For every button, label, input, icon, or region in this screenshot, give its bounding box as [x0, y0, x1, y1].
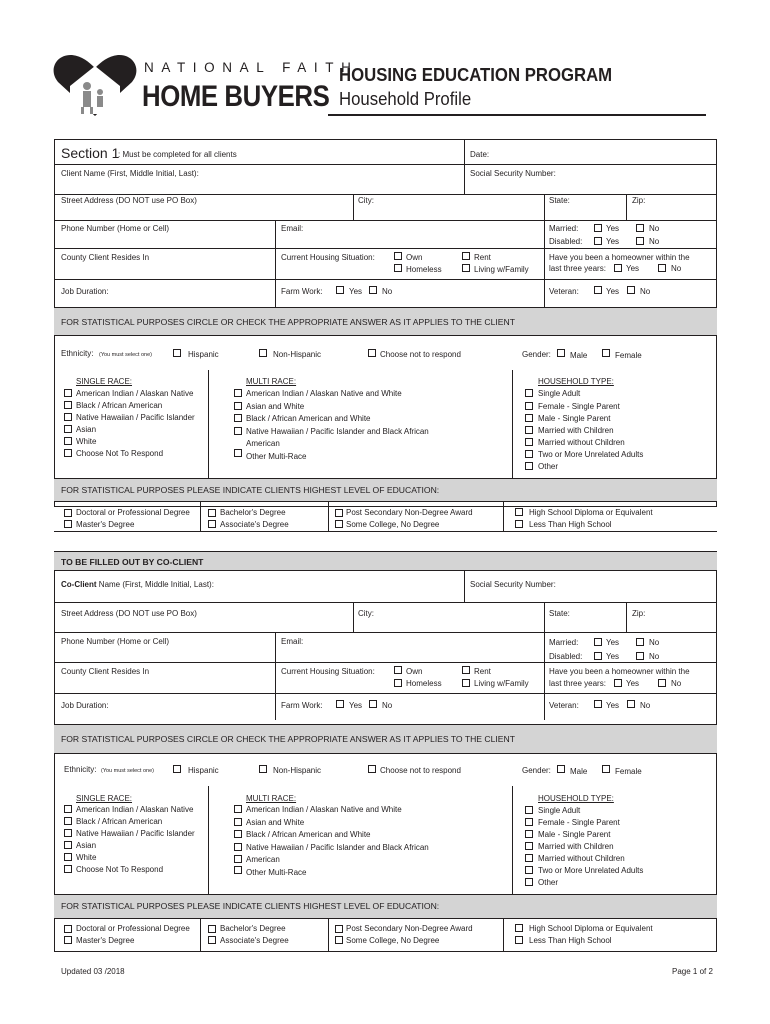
household-option: Other	[538, 462, 559, 471]
co-veteran-no-checkbox[interactable]	[627, 700, 635, 708]
non-hispanic-checkbox[interactable]	[259, 349, 267, 357]
divider	[54, 662, 717, 663]
divider	[353, 602, 354, 632]
co-housing-family-checkbox[interactable]	[462, 679, 470, 687]
co-veteran-label: Veteran:	[549, 701, 579, 710]
job-duration-field[interactable]: Job Duration:	[61, 287, 109, 296]
single-race-option: Choose Not To Respond	[76, 449, 164, 458]
divider	[54, 693, 717, 694]
divider	[275, 632, 276, 720]
veteran-label: Veteran:	[549, 287, 579, 296]
male-checkbox[interactable]	[557, 349, 565, 357]
co-multi-race-checkbox[interactable]	[234, 843, 242, 851]
disabled-no-checkbox[interactable]	[636, 237, 644, 245]
divider	[512, 370, 513, 478]
hispanic-label: Hispanic	[188, 350, 219, 359]
divider	[503, 502, 504, 531]
street-field[interactable]: Street Address (DO NOT use PO Box)	[61, 196, 197, 205]
household-checkbox[interactable]	[525, 462, 533, 470]
housing-homeless-checkbox[interactable]	[394, 264, 402, 272]
co-household-checkbox[interactable]	[525, 866, 533, 874]
co-single-race-checkbox[interactable]	[64, 829, 72, 837]
divider	[54, 220, 717, 221]
co-housing-rent-label: Rent	[474, 667, 491, 676]
household-checkbox[interactable]	[525, 402, 533, 410]
education-option: Associate's Degree	[220, 520, 289, 529]
married-no-checkbox[interactable]	[636, 224, 644, 232]
co-multi-race-option: Asian and White	[246, 818, 305, 827]
household-checkbox[interactable]	[525, 414, 533, 422]
co-farm-work-label: Farm Work:	[281, 701, 323, 710]
single-race-title: SINGLE RACE:	[76, 377, 133, 386]
divider	[200, 502, 201, 531]
divider	[54, 602, 717, 603]
household-checkbox[interactable]	[525, 389, 533, 397]
household-option: Married without Children	[538, 438, 625, 447]
single-race-option: American Indian / Alaskan Native	[76, 389, 194, 398]
co-phone-field[interactable]: Phone Number (Home or Cell)	[61, 637, 170, 646]
education-checkbox[interactable]	[208, 509, 216, 517]
education-option: Post Secondary Non-Degree Award	[346, 508, 473, 517]
co-education-checkbox[interactable]	[335, 925, 343, 933]
multi-race-checkbox[interactable]	[234, 389, 242, 397]
co-education-option: Post Secondary Non-Degree Award	[346, 924, 473, 933]
multi-race-option: Other Multi-Race	[246, 452, 307, 461]
co-city-field[interactable]: City:	[358, 609, 374, 618]
education-option: Master's Degree	[76, 520, 135, 529]
household-option: Single Adult	[538, 389, 581, 398]
education-checkbox[interactable]	[515, 520, 523, 528]
co-street-field[interactable]: Street Address (DO NOT use PO Box)	[61, 609, 197, 618]
co-veteran-no-label: No	[640, 701, 651, 710]
co-stats-band-title: FOR STATISTICAL PURPOSES CIRCLE OR CHECK THE APPROPRIATE ANSWER AS IT APPLIES TO THE CLIENT	[61, 734, 515, 744]
client-name-field[interactable]: Client Name (First, Middle Initial, Last):	[61, 169, 199, 178]
zip-field[interactable]: Zip:	[632, 196, 646, 205]
co-household-option: Single Adult	[538, 806, 581, 815]
co-multi-race-option-continued: American	[246, 855, 280, 864]
non-hispanic-label: Non-Hispanic	[273, 350, 322, 359]
co-homeowner-no-label: No	[671, 679, 682, 688]
farm-no-checkbox[interactable]	[369, 286, 377, 294]
co-education-option: High School Diploma or Equivalent	[529, 924, 653, 933]
logo-house-heart-icon	[52, 52, 138, 120]
co-disabled-no-checkbox[interactable]	[636, 652, 644, 660]
divider	[200, 919, 201, 952]
veteran-yes-label: Yes	[606, 287, 620, 296]
veteran-no-label: No	[640, 287, 651, 296]
disabled-no-label: No	[649, 237, 660, 246]
multi-race-option: American Indian / Alaskan Native and White	[246, 389, 402, 398]
ethnicity-note: (You must select one)	[99, 352, 152, 358]
multi-race-option: Native Hawaiian / Pacific Islander and Black African	[246, 427, 429, 436]
co-education-option: Bachelor's Degree	[220, 924, 286, 933]
co-education-band-title: FOR STATISTICAL PURPOSES PLEASE INDICATE CLIENTS HIGHEST LEVEL OF EDUCATION:	[61, 901, 440, 911]
divider	[626, 194, 627, 220]
housing-label: Current Housing Situation:	[281, 253, 375, 262]
divider	[328, 502, 329, 531]
co-household-option: Female - Single Parent	[538, 818, 620, 827]
co-male-checkbox[interactable]	[557, 765, 565, 773]
divider	[503, 919, 504, 952]
co-education-checkbox[interactable]	[208, 925, 216, 933]
single-race-checkbox[interactable]	[64, 437, 72, 445]
housing-rent-checkbox[interactable]	[462, 252, 470, 260]
education-option: Doctoral or Professional Degree	[76, 508, 190, 517]
education-checkbox[interactable]	[335, 520, 343, 528]
co-veteran-yes-checkbox[interactable]	[594, 700, 602, 708]
co-county-field[interactable]: County Client Resides In	[61, 667, 150, 676]
farm-yes-label: Yes	[349, 287, 363, 296]
hispanic-checkbox[interactable]	[173, 349, 181, 357]
education-option: Less Than High School	[529, 520, 612, 529]
single-race-option: White	[76, 437, 97, 446]
co-single-race-option: Choose Not To Respond	[76, 865, 164, 874]
single-race-option: Asian	[76, 425, 97, 434]
form-subtitle: Household Profile	[339, 89, 472, 109]
household-option: Female - Single Parent	[538, 402, 620, 411]
county-field[interactable]: County Client Resides In	[61, 253, 150, 262]
divider	[54, 248, 717, 249]
co-single-race-option: American Indian / Alaskan Native	[76, 805, 194, 814]
co-household-option: Married without Children	[538, 854, 625, 863]
co-disabled-yes-label: Yes	[606, 652, 620, 661]
divider	[464, 139, 465, 195]
homeowner-question-line1: Have you been a homeowner within the	[549, 253, 690, 262]
homeowner-no-label: No	[671, 264, 682, 273]
divider	[512, 786, 513, 894]
divider	[54, 164, 717, 165]
married-label: Married:	[549, 224, 579, 233]
multi-race-checkbox[interactable]	[234, 414, 242, 422]
co-ethnicity-label: Ethnicity:	[64, 765, 97, 774]
homeowner-yes-checkbox[interactable]	[614, 264, 622, 272]
co-multi-race-checkbox[interactable]	[234, 855, 242, 863]
page-number: Page 1 of 2	[672, 967, 713, 976]
co-education-option: Doctoral or Professional Degree	[76, 924, 190, 933]
co-married-label: Married:	[549, 638, 579, 647]
co-client-name-bold: Co-Client	[61, 580, 97, 589]
co-single-race-option: White	[76, 853, 97, 862]
co-ethnicity-no-response-checkbox[interactable]	[368, 765, 376, 773]
ethnicity-no-response-checkbox[interactable]	[368, 349, 376, 357]
farm-work-label: Farm Work:	[281, 287, 323, 296]
co-zip-field[interactable]: Zip:	[632, 609, 646, 618]
co-single-race-checkbox[interactable]	[64, 865, 72, 873]
divider	[275, 220, 276, 307]
co-married-no-label: No	[649, 638, 660, 647]
co-single-race-checkbox[interactable]	[64, 805, 72, 813]
co-single-race-checkbox[interactable]	[64, 841, 72, 849]
farm-yes-checkbox[interactable]	[336, 286, 344, 294]
co-farm-yes-label: Yes	[349, 701, 363, 710]
co-multi-race-checkbox[interactable]	[234, 830, 242, 838]
education-band-title: FOR STATISTICAL PURPOSES PLEASE INDICATE CLIENTS HIGHEST LEVEL OF EDUCATION:	[61, 485, 440, 495]
homeowner-question-line2: last three years:	[549, 264, 606, 273]
multi-race-option: Asian and White	[246, 402, 305, 411]
divider	[54, 632, 717, 633]
household-option: Male - Single Parent	[538, 414, 611, 423]
co-single-race-option: Asian	[76, 841, 97, 850]
education-checkbox[interactable]	[64, 520, 72, 528]
co-homeowner-yes-label: Yes	[626, 679, 640, 688]
disabled-label: Disabled:	[549, 237, 583, 246]
education-checkbox[interactable]	[64, 509, 72, 517]
section-1-note: : Must be completed for all clients	[118, 150, 237, 159]
co-gender-label: Gender:	[522, 766, 551, 775]
household-option: Two or More Unrelated Adults	[538, 450, 644, 459]
co-household-checkbox[interactable]	[525, 878, 533, 886]
co-education-option: Associate's Degree	[220, 936, 289, 945]
single-race-checkbox[interactable]	[64, 401, 72, 409]
co-single-race-checkbox[interactable]	[64, 853, 72, 861]
co-married-yes-checkbox[interactable]	[594, 638, 602, 646]
co-veteran-yes-label: Yes	[606, 701, 620, 710]
co-non-hispanic-label: Non-Hispanic	[273, 766, 322, 775]
education-option: Some College, No Degree	[346, 520, 440, 529]
housing-family-label: Living w/Family	[474, 265, 529, 274]
co-household-option: Other	[538, 878, 559, 887]
co-housing-family-label: Living w/Family	[474, 679, 529, 688]
co-education-option: Some College, No Degree	[346, 936, 440, 945]
section-1-label: Section 1	[61, 145, 120, 161]
single-race-checkbox[interactable]	[64, 425, 72, 433]
education-checkbox[interactable]	[208, 520, 216, 528]
co-homeowner-yes-checkbox[interactable]	[614, 679, 622, 687]
multi-race-checkbox[interactable]	[234, 427, 242, 435]
co-disabled-yes-checkbox[interactable]	[594, 652, 602, 660]
household-checkbox[interactable]	[525, 426, 533, 434]
co-disabled-label: Disabled:	[549, 652, 583, 661]
co-homeowner-no-checkbox[interactable]	[658, 679, 666, 687]
multi-race-checkbox[interactable]	[234, 449, 242, 457]
co-homeowner-question-line1: Have you been a homeowner within the	[549, 667, 690, 676]
co-education-checkbox[interactable]	[208, 936, 216, 944]
multi-race-option: Black / African American and White	[246, 414, 371, 423]
date-label: Date:	[470, 150, 490, 159]
single-race-checkbox[interactable]	[64, 449, 72, 457]
co-multi-race-option: Black / African American and White	[246, 830, 371, 839]
co-state-field[interactable]: State:	[549, 609, 570, 618]
email-field[interactable]: Email:	[281, 224, 304, 233]
homeowner-yes-label: Yes	[626, 264, 640, 273]
co-client-title: TO BE FILLED OUT BY CO-CLIENT	[61, 557, 204, 567]
education-checkbox[interactable]	[335, 509, 343, 517]
housing-family-checkbox[interactable]	[462, 264, 470, 272]
divider	[544, 602, 545, 720]
divider	[353, 194, 354, 220]
female-label: Female	[615, 351, 642, 360]
education-checkbox[interactable]	[515, 508, 523, 516]
divider	[54, 279, 717, 280]
single-race-option: Native Hawaiian / Pacific Islander	[76, 413, 195, 422]
co-housing-homeless-checkbox[interactable]	[394, 679, 402, 687]
city-field[interactable]: City:	[358, 196, 374, 205]
logo-line-1: NATIONAL FAITH	[144, 60, 359, 75]
co-education-checkbox[interactable]	[515, 936, 523, 944]
divider	[464, 571, 465, 602]
co-non-hispanic-checkbox[interactable]	[259, 765, 267, 773]
co-household-checkbox[interactable]	[525, 818, 533, 826]
co-single-race-option: Native Hawaiian / Pacific Islander	[76, 829, 195, 838]
updated-date: Updated 03 /2018	[61, 967, 125, 976]
divider	[54, 194, 717, 195]
co-housing-rent-checkbox[interactable]	[462, 666, 470, 674]
co-education-option: Less Than High School	[529, 936, 612, 945]
education-option: Bachelor's Degree	[220, 508, 286, 517]
co-female-label: Female	[615, 767, 642, 776]
ethnicity-no-response-label: Choose not to respond	[380, 350, 461, 359]
divider	[544, 194, 545, 307]
co-education-checkbox[interactable]	[515, 924, 523, 932]
stats-band-title: FOR STATISTICAL PURPOSES CIRCLE OR CHECK THE APPROPRIATE ANSWER AS IT APPLIES TO THE CLIENT	[61, 317, 515, 327]
married-yes-label: Yes	[606, 224, 620, 233]
co-farm-yes-checkbox[interactable]	[336, 700, 344, 708]
co-housing-own-checkbox[interactable]	[394, 666, 402, 674]
gender-label: Gender:	[522, 350, 551, 359]
co-single-race-option: Black / African American	[76, 817, 163, 826]
housing-own-checkbox[interactable]	[394, 252, 402, 260]
disabled-yes-checkbox[interactable]	[594, 237, 602, 245]
header-underline	[328, 114, 706, 116]
household-checkbox[interactable]	[525, 450, 533, 458]
divider	[328, 919, 329, 952]
co-multi-race-option: Native Hawaiian / Pacific Islander and Black African	[246, 843, 429, 852]
co-household-checkbox[interactable]	[525, 806, 533, 814]
co-household-type-title: HOUSEHOLD TYPE:	[538, 794, 614, 803]
divider	[54, 531, 717, 532]
co-household-option: Two or More Unrelated Adults	[538, 866, 644, 875]
program-title: HOUSING EDUCATION PROGRAM	[339, 65, 613, 85]
co-education-option: Master's Degree	[76, 936, 135, 945]
co-married-no-checkbox[interactable]	[636, 638, 644, 646]
logo-line-2: HOME BUYERS	[142, 80, 330, 113]
co-household-option: Married with Children	[538, 842, 614, 851]
co-housing-homeless-label: Homeless	[406, 679, 442, 688]
co-household-checkbox[interactable]	[525, 830, 533, 838]
co-hispanic-checkbox[interactable]	[173, 765, 181, 773]
ssn-field[interactable]: Social Security Number:	[470, 169, 556, 178]
co-single-race-title: SINGLE RACE:	[76, 794, 133, 803]
co-education-checkbox[interactable]	[64, 925, 72, 933]
co-education-checkbox[interactable]	[335, 936, 343, 944]
co-ssn-field[interactable]: Social Security Number:	[470, 580, 556, 589]
co-disabled-no-label: No	[649, 652, 660, 661]
divider	[626, 602, 627, 632]
phone-field[interactable]: Phone Number (Home or Cell)	[61, 224, 170, 233]
disabled-yes-label: Yes	[606, 237, 620, 246]
co-household-option: Male - Single Parent	[538, 830, 611, 839]
ethnicity-label: Ethnicity:	[61, 349, 94, 358]
co-homeowner-question-line2: last three years:	[549, 679, 606, 688]
multi-race-checkbox[interactable]	[234, 402, 242, 410]
homeowner-no-checkbox[interactable]	[658, 264, 666, 272]
divider	[208, 786, 209, 894]
divider	[208, 370, 209, 478]
co-farm-no-label: No	[382, 701, 393, 710]
single-race-checkbox[interactable]	[64, 413, 72, 421]
state-field[interactable]: State:	[549, 196, 570, 205]
co-hispanic-label: Hispanic	[188, 766, 219, 775]
co-client-name-field[interactable]: Name (First, Middle Initial, Last):	[96, 580, 214, 589]
veteran-yes-checkbox[interactable]	[594, 286, 602, 294]
household-checkbox[interactable]	[525, 438, 533, 446]
household-type-title: HOUSEHOLD TYPE:	[538, 377, 614, 386]
co-multi-race-option: Other Multi-Race	[246, 868, 307, 877]
housing-homeless-label: Homeless	[406, 265, 442, 274]
co-household-checkbox[interactable]	[525, 854, 533, 862]
co-multi-race-option: American Indian / Alaskan Native and White	[246, 805, 402, 814]
single-race-checkbox[interactable]	[64, 389, 72, 397]
co-housing-own-label: Own	[406, 667, 423, 676]
female-checkbox[interactable]	[602, 349, 610, 357]
co-household-checkbox[interactable]	[525, 842, 533, 850]
co-email-field[interactable]: Email:	[281, 637, 304, 646]
co-married-yes-label: Yes	[606, 638, 620, 647]
co-female-checkbox[interactable]	[602, 765, 610, 773]
co-multi-race-checkbox[interactable]	[234, 805, 242, 813]
housing-rent-label: Rent	[474, 253, 491, 262]
co-multi-race-title: MULTI RACE:	[246, 794, 297, 803]
co-ethnicity-note: (You must select one)	[101, 768, 154, 774]
single-race-option: Black / African American	[76, 401, 163, 410]
veteran-no-checkbox[interactable]	[627, 286, 635, 294]
co-single-race-checkbox[interactable]	[64, 817, 72, 825]
multi-race-title: MULTI RACE:	[246, 377, 297, 386]
co-housing-label: Current Housing Situation:	[281, 667, 375, 676]
co-education-checkbox[interactable]	[64, 936, 72, 944]
co-male-label: Male	[570, 767, 588, 776]
education-option: High School Diploma or Equivalent	[529, 508, 653, 517]
co-farm-no-checkbox[interactable]	[369, 700, 377, 708]
co-multi-race-checkbox[interactable]	[234, 866, 242, 874]
household-option: Married with Children	[538, 426, 614, 435]
male-label: Male	[570, 351, 588, 360]
co-ethnicity-no-response-label: Choose not to respond	[380, 766, 461, 775]
married-no-label: No	[649, 224, 660, 233]
married-yes-checkbox[interactable]	[594, 224, 602, 232]
housing-own-label: Own	[406, 253, 423, 262]
co-multi-race-checkbox[interactable]	[234, 818, 242, 826]
co-job-duration-field[interactable]: Job Duration:	[61, 701, 109, 710]
farm-no-label: No	[382, 287, 393, 296]
multi-race-option-continued: American	[246, 439, 280, 448]
